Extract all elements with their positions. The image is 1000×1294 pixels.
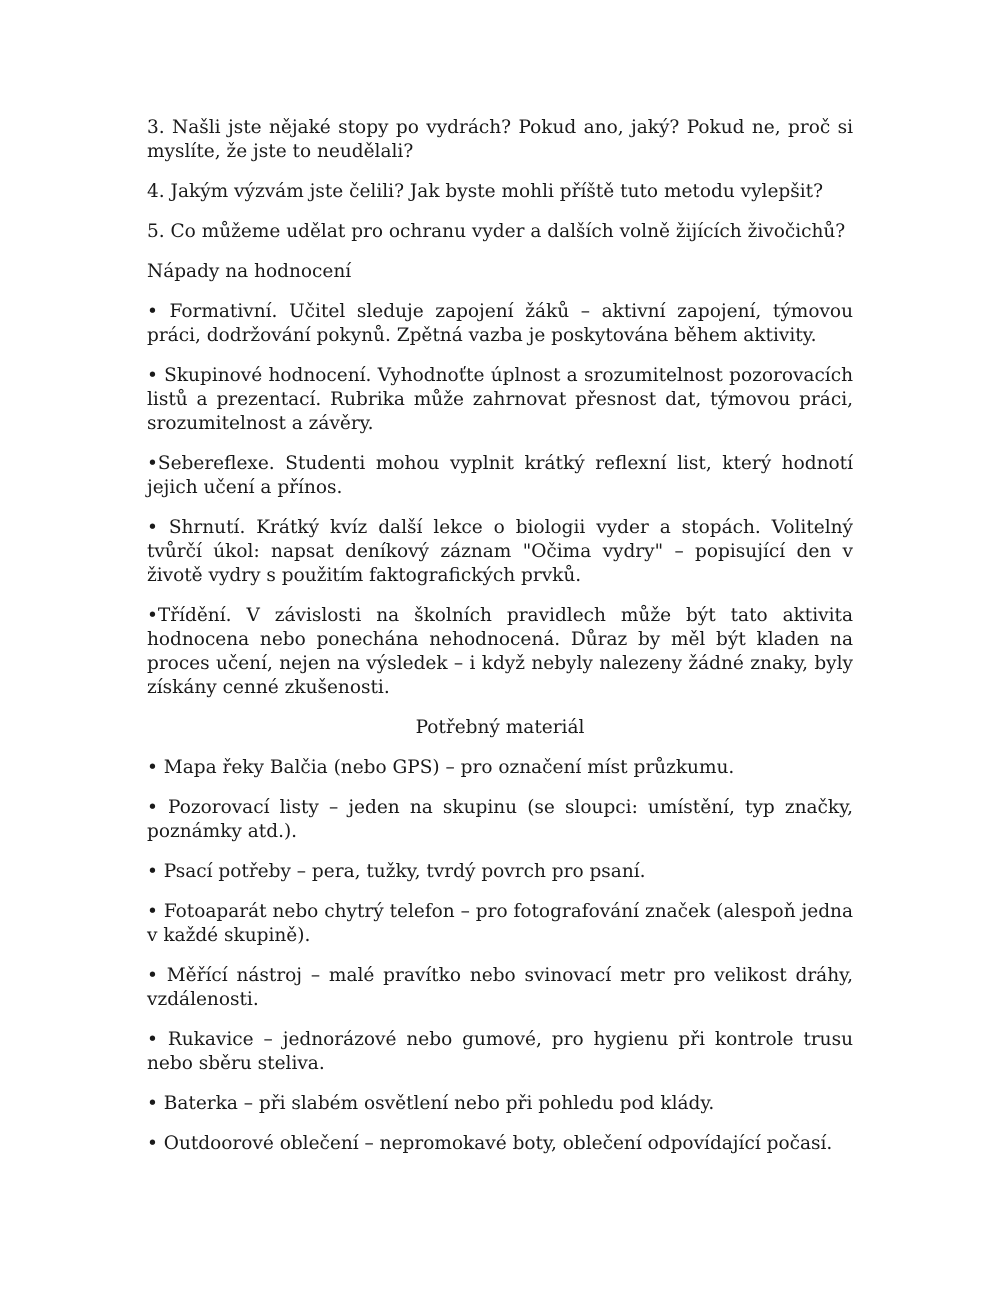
material-item-gloves: • Rukavice – jednorázové nebo gumové, pro hygienu při kontrole trusu nebo sběru steliva. [147, 1029, 853, 1074]
assessment-item-formative: • Formativní. Učitel sleduje zapojení žáků – aktivní zapojení, týmovou práci, dodržování pokynů. Zpětná vazba je poskytována během aktivity. [147, 301, 853, 346]
materials-heading: Potřebný materiál [415, 717, 585, 738]
material-item-measuring-tool: • Měřící nástroj – malé pravítko nebo svinovací metr pro velikost dráhy, vzdálenosti. [147, 965, 853, 1010]
document-page [147, 116, 853, 1172]
material-item-camera: • Fotoaparát nebo chytrý telefon – pro fotografování značek (alespoň jedna v každé skupině). [147, 901, 853, 946]
material-item-observation-sheets: • Pozorovací listy – jeden na skupinu (se sloupci: umístění, typ značky, poznámky atd.). [147, 797, 853, 842]
assessment-item-self-reflection: •Sebereflexe. Studenti mohou vyplnit krátký reflexní list, který hodnotí jejich učení a přínos. [147, 453, 853, 498]
material-item-map: • Mapa řeky Balčia (nebo GPS) – pro označení míst průzkumu. [147, 757, 735, 778]
assessment-item-group: • Skupinové hodnocení. Vyhodnoťte úplnost a srozumitelnost pozorovacích listů a prezentací. Rubrika může zahrnovat přesnost dat, týmovou práci, srozumitelnost a závěry. [147, 365, 853, 434]
material-item-outdoor-clothing: • Outdoorové oblečení – nepromokavé boty, oblečení odpovídající počasí. [147, 1133, 833, 1154]
question-5: 5. Co můžeme udělat pro ochranu vyder a dalších volně žijících živočichů? [147, 221, 846, 242]
material-item-writing-tools: • Psací potřeby – pera, tužky, tvrdý povrch pro psaní. [147, 861, 646, 882]
assessment-item-grading: •Třídění. V závislosti na školních pravidlech může být tato aktivita hodnocena nebo ponechána nehodnocená. Důraz by měl být kladen na proces učení, nejen na výsledek – i když nebyly nalezeny žádné znaky, byly získány cenné zkušenosti. [147, 605, 853, 698]
question-4: 4. Jakým výzvám jste čelili? Jak byste mohli příště tuto metodu vylepšit? [147, 181, 824, 202]
material-item-flashlight: • Baterka – při slabém osvětlení nebo při pohledu pod klády. [147, 1093, 715, 1114]
assessment-item-summary: • Shrnutí. Krátký kvíz další lekce o biologii vyder a stopách. Volitelný tvůrčí úkol: napsat deníkový záznam "Očima vydry" – popisující den v životě vydry s použitím faktografických prvků. [147, 517, 853, 586]
question-3: 3. Našli jste nějaké stopy po vydrách? Pokud ano, jaký? Pokud ne, proč si myslíte, že jste to neudělali? [147, 117, 853, 162]
assessment-heading: Nápady na hodnocení [147, 261, 352, 282]
